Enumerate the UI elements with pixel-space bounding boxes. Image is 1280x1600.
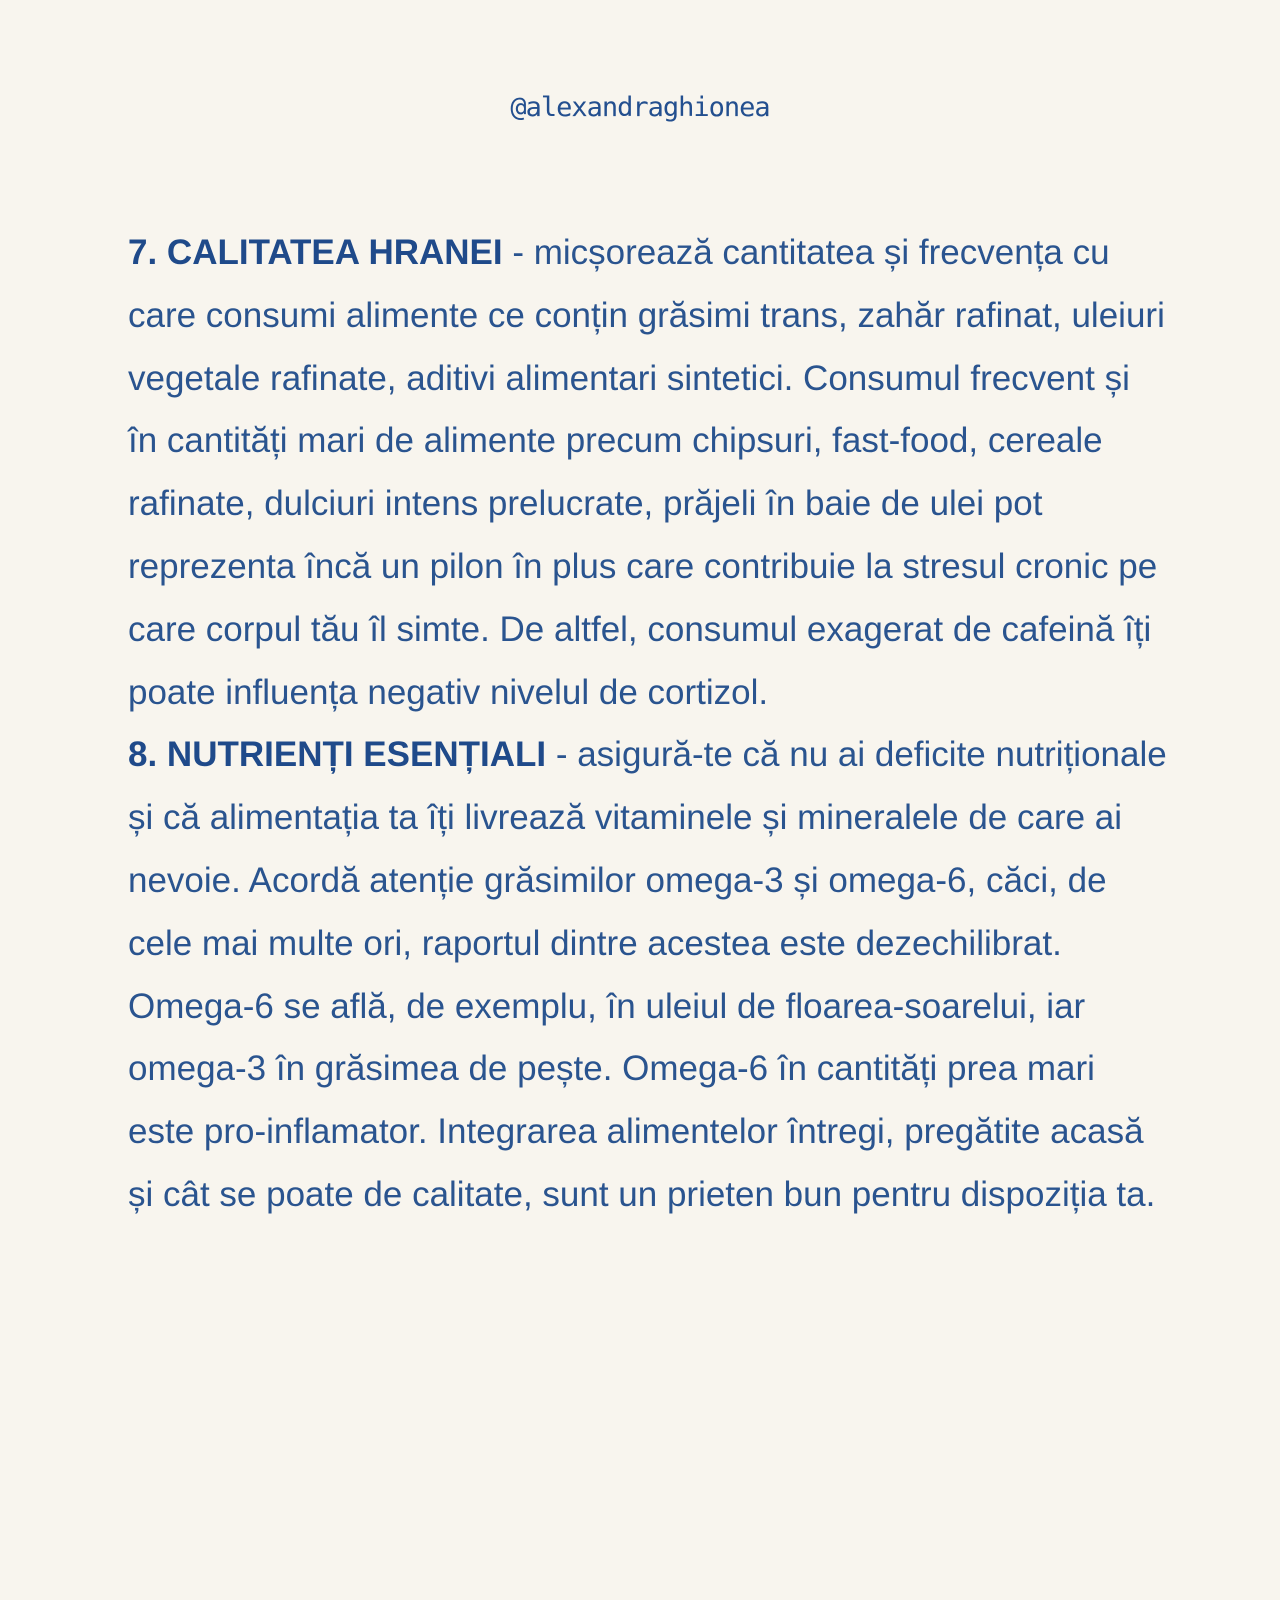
section-text: - micșorează cantitatea și frecvența cu care consumi alimente ce conțin grăsimi trans, zahăr rafinat, uleiuri vegetale rafinate, aditivi alimentari sintetici. Consumul frecvent și în cantități mari de alimente precum chipsuri, fast-food, cereale rafinate, dulciuri intens prelucrate, prăjeli în baie de ulei pot reprezenta încă un pilon în plus care contribuie la stresul cronic pe care corpul tău îl simte. De altfel, consumul exagerat de cafeină îți poate influența negativ nivelul de cortizol. [128,233,1165,712]
section-text: - asigură-te că nu ai deficite nutriționale și că alimentația ta îți livrează vitaminele și mineralele de care ai nevoie. Acordă atenție grăsimilor omega-3 și omega-6, căci, de cele mai multe ori, raportul dintre acestea este dezechilibrat. Omega-6 se află, de exemplu, în uleiul de floarea-soarelui, iar omega-3 în grăsimea de pește. Omega-6 în cantități prea mari este pro-inflamator. Integrarea alimentelor întregi, pregătite acasă și cât se poate de calitate, sunt un prieten bun pentru dispoziția ta. [128,735,1167,1214]
article-body [128,222,1168,1227]
section-essential-nutrients [128,724,1168,1226]
section-heading: 7. CALITATEA HRANEI [128,233,503,272]
section-food-quality [128,222,1168,724]
author-handle: @alexandraghionea [510,92,770,123]
section-heading: 8. NUTRIENȚI ESENȚIALI [128,735,547,775]
